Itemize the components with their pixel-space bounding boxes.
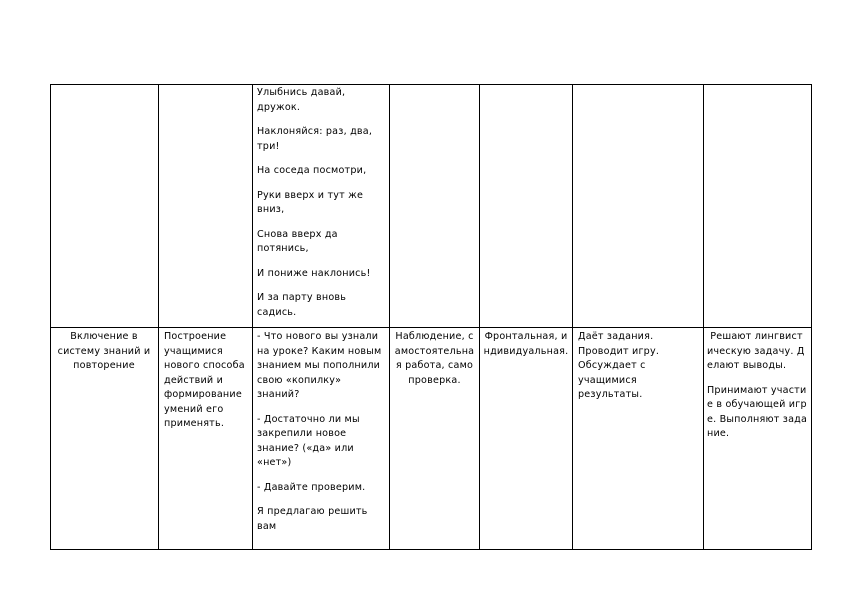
poem-line: Улыбнись давай, дружок. bbox=[257, 87, 346, 113]
goal-cell: Построение учащимися нового способа действий и формирование умений его применять. bbox=[164, 331, 245, 429]
table-row-divider bbox=[50, 327, 812, 328]
table-col-divider bbox=[389, 84, 390, 550]
poem-line: И пониже наклонись! bbox=[257, 267, 371, 279]
table-col-divider bbox=[572, 84, 573, 550]
table-col-divider bbox=[158, 84, 159, 550]
poem-line: Наклоняйся: раз, два, три! bbox=[257, 126, 373, 152]
methods-cell: Наблюдение, самостоятельная работа, самопроверка. bbox=[394, 331, 475, 386]
poem-line: Снова вверх да потянись, bbox=[257, 228, 338, 254]
forms-cell: Фронтальная, индивидуальная. bbox=[483, 331, 569, 357]
table-border-top bbox=[50, 84, 812, 85]
poem-line: На соседа посмотри, bbox=[257, 165, 367, 176]
content-line: - Давайте проверим. bbox=[257, 481, 366, 493]
table-border-left bbox=[50, 84, 51, 550]
table-col-divider bbox=[479, 84, 480, 550]
poem-line: Руки вверх и тут же вниз, bbox=[257, 189, 364, 215]
teacher-activity-cell: Даёт задания. Проводит игру. Обсуждает с учащимися результаты. bbox=[578, 331, 660, 400]
student-line: Принимают участие в обучающей игре. Выполняют задание. bbox=[707, 384, 808, 439]
table-col-divider bbox=[703, 84, 704, 550]
content-line: Я предлагаю решить вам bbox=[257, 506, 368, 532]
content-cell bbox=[257, 330, 382, 544]
content-line: - Что нового вы узнали на уроке? Каким новым знанием мы пополнили свою «копилку» знаний? bbox=[257, 331, 382, 400]
table-col-divider bbox=[252, 84, 253, 550]
student-line: Решают лингвистическую задачу. Делают выводы. bbox=[707, 331, 805, 371]
table-border-bottom bbox=[50, 549, 812, 550]
stage-cell: Включение в систему знаний и повторение bbox=[57, 331, 151, 371]
poem-line: И за парту вновь садись. bbox=[257, 292, 347, 318]
content-line: - Достаточно ли мы закрепили новое знание? («да» или «нет») bbox=[257, 413, 360, 468]
table-border-right bbox=[811, 84, 812, 550]
student-activity-cell bbox=[707, 330, 809, 452]
poem-cell bbox=[257, 86, 382, 330]
